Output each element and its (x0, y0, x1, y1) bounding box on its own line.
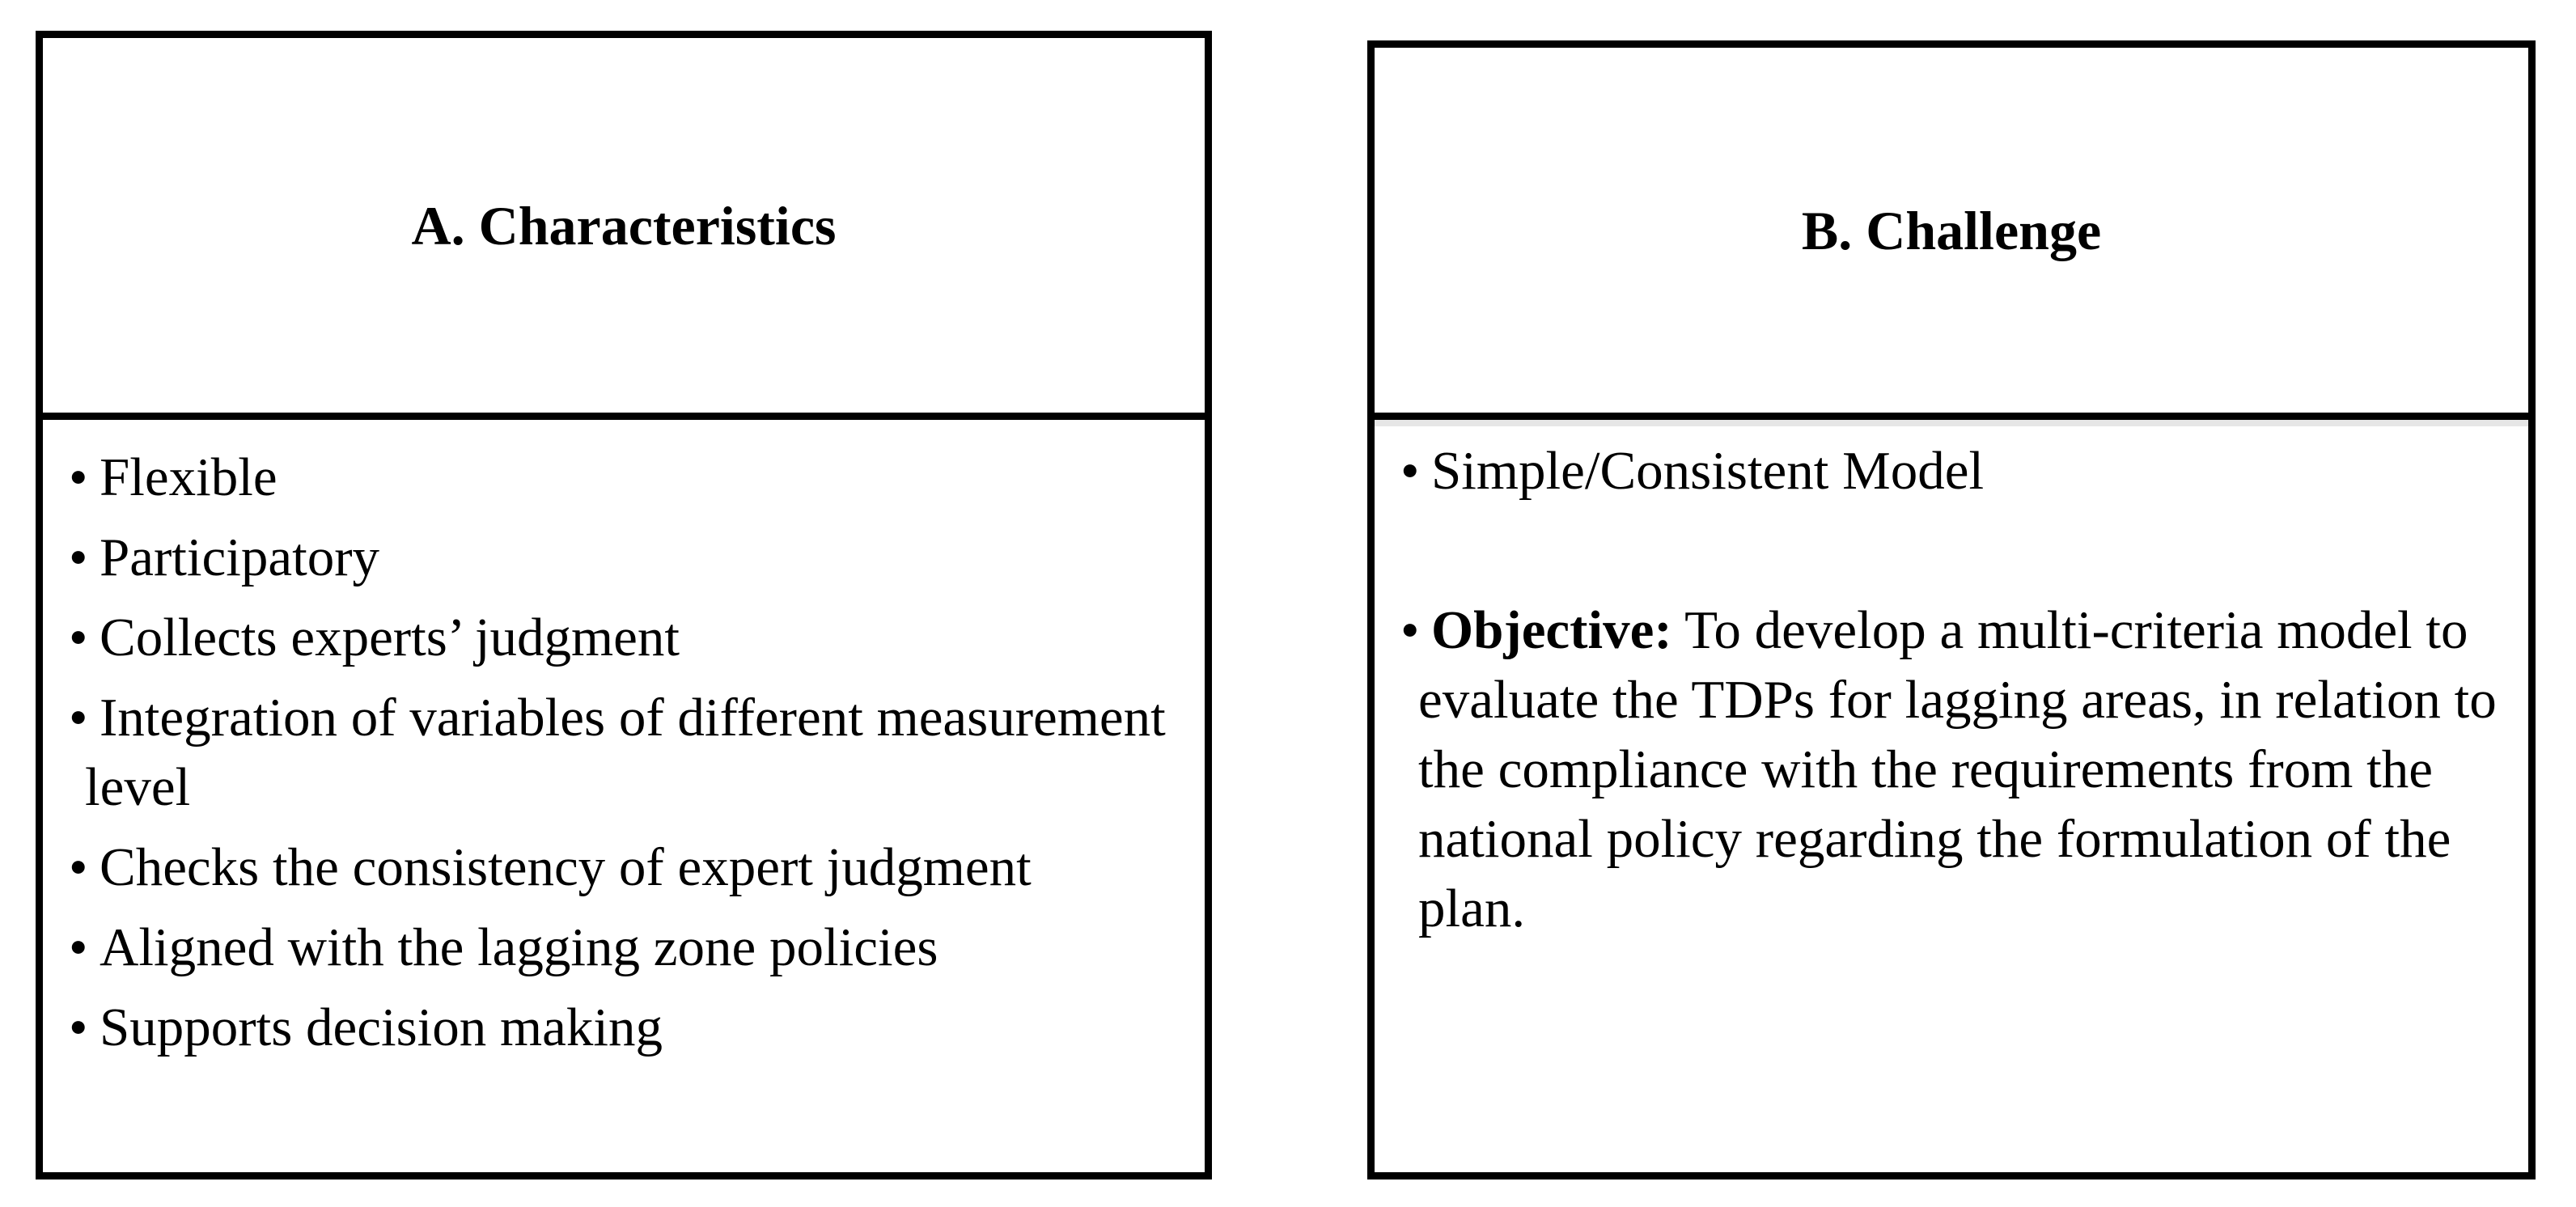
challenge-list (1375, 436, 2528, 954)
bullet-icon: • (69, 608, 88, 667)
challenge-panel (1367, 40, 2536, 1179)
bullet-icon: • (69, 447, 88, 507)
bullet-icon: • (69, 997, 88, 1057)
objective-text: To develop a multi-criteria model to evaluate the TDPs for lagging areas, in relation to the compliance with the requirements from the national policy regarding the formulation of the plan. (1418, 600, 2497, 938)
bullet-icon: • (1400, 600, 1420, 660)
list-item: • Participatory (43, 523, 1205, 592)
challenge-title: B. Challenge (1801, 199, 2102, 261)
characteristics-header (43, 38, 1205, 420)
challenge-header (1375, 48, 2528, 420)
characteristics-panel (36, 31, 1212, 1179)
objective-label: Objective: (1431, 600, 1672, 660)
list-spacer (1375, 516, 2528, 595)
bullet-icon: • (69, 527, 88, 587)
list-item: • Simple/Consistent Model (1375, 436, 2528, 506)
characteristics-list (43, 443, 1205, 1073)
list-item: • Flexible (43, 443, 1205, 512)
list-item: • Checks the consistency of expert judgment (43, 832, 1205, 902)
list-item: • Collects experts’ judgment (43, 603, 1205, 672)
bullet-icon: • (1400, 441, 1420, 501)
list-item: • Integration of variables of different measurement level (43, 683, 1205, 822)
objective-item (1375, 595, 2528, 943)
bullet-icon: • (69, 837, 88, 897)
characteristics-title: A. Characteristics (411, 194, 837, 256)
bullet-icon: • (69, 688, 88, 747)
list-item: • Supports decision making (43, 993, 1205, 1062)
list-item: • Aligned with the lagging zone policies (43, 913, 1205, 982)
bullet-icon: • (69, 917, 88, 977)
